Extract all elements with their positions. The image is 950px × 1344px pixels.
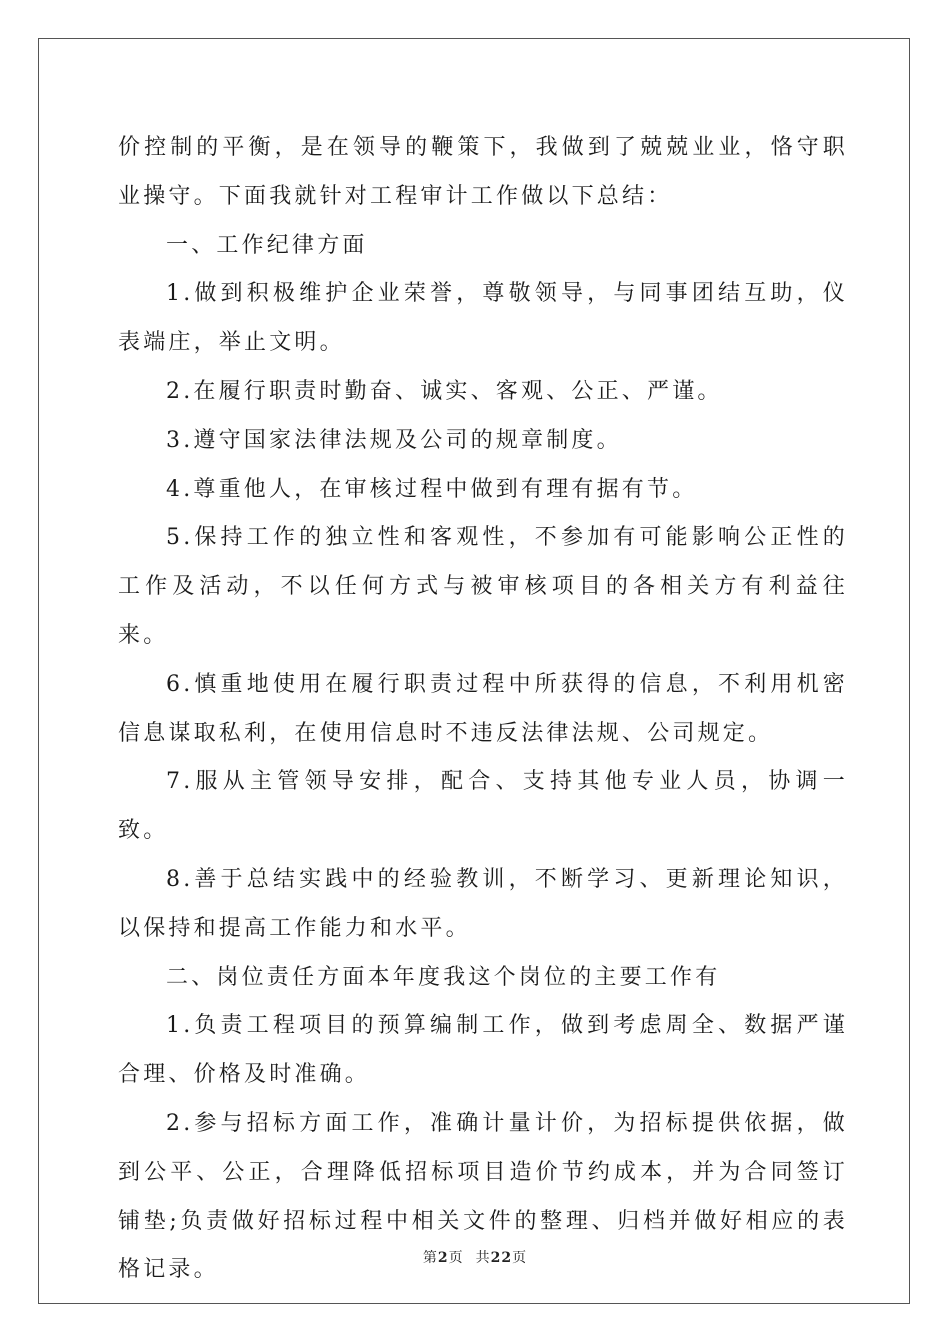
current-page-number: 2 bbox=[437, 1250, 449, 1266]
list-item: 1.负责工程项目的预算编制工作，做到考虑周全、数据严谨合理、价格及时准确。 bbox=[118, 1013, 848, 1088]
page-label-suffix: 页 bbox=[448, 1250, 464, 1266]
paragraph: 价控制的平衡，是在领导的鞭策下，我做到了兢兢业业，恪守职业操守。下面我就针对工程审计工作做以下总结： bbox=[118, 135, 848, 209]
list-item: 4.尊重他人，在审核过程中做到有理有据有节。 bbox=[166, 476, 698, 502]
total-label-suffix: 页 bbox=[512, 1250, 528, 1266]
section-heading: 二、岗位责任方面本年度我这个岗位的主要工作有 bbox=[166, 964, 721, 990]
total-pages-number: 22 bbox=[490, 1250, 513, 1266]
list-item: 1.做到积极维护企业荣誉，尊敬领导，与同事团结互助，仪表端庄，举止文明。 bbox=[118, 281, 848, 356]
section-heading: 一、工作纪律方面 bbox=[166, 232, 368, 258]
page-footer bbox=[0, 1247, 950, 1267]
total-label-prefix: 共 bbox=[475, 1250, 491, 1266]
list-item: 8.善于总结实践中的经验教训，不断学习、更新理论知识，以保持和提高工作能力和水平。 bbox=[118, 866, 848, 941]
list-item: 2.参与招标方面工作，准确计量计价，为招标提供依据，做到公平、公正，合理降低招标项目造价节约成本，并为合同签订铺垫;负责做好招标过程中相关文件的整理、归档并做好相应的表格记录。 bbox=[118, 1110, 848, 1283]
page-label-prefix: 第 bbox=[422, 1250, 438, 1266]
list-item: 2.在履行职责时勤奋、诚实、客观、公正、严谨。 bbox=[166, 378, 723, 404]
list-item: 5.保持工作的独立性和客观性，不参加有可能影响公正性的工作及活动，不以任何方式与被审核项目的各相关方有利益往来。 bbox=[118, 525, 848, 648]
list-item: 3.遵守国家法律法规及公司的规章制度。 bbox=[166, 427, 622, 453]
list-item: 7.服从主管领导安排，配合、支持其他专业人员，协调一致。 bbox=[118, 769, 848, 844]
list-item: 6.慎重地使用在履行职责过程中所获得的信息，不利用机密信息谋取私利，在使用信息时不违反法律法规、公司规定。 bbox=[118, 671, 848, 746]
document-body bbox=[118, 124, 848, 1295]
